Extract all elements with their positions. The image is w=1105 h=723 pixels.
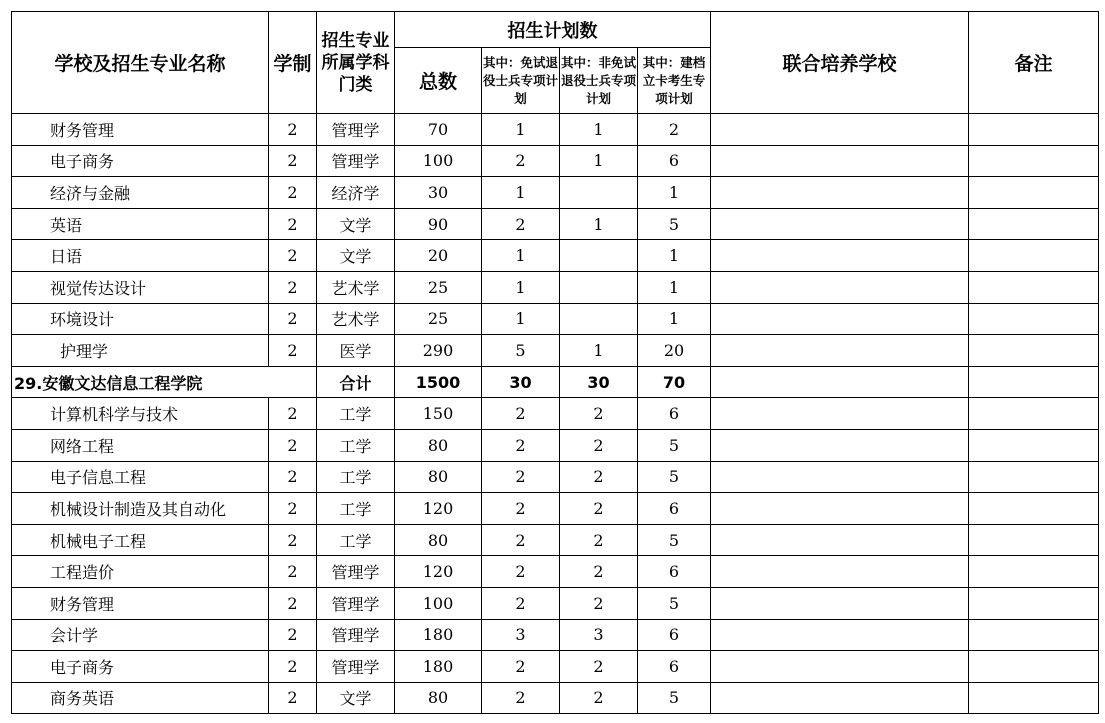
total-cell: 100 — [395, 145, 482, 177]
poverty-cell: 1 — [638, 177, 711, 209]
header-poverty: 其中：建档立卡考生专项计划 — [638, 48, 711, 114]
major-name: 日语 — [12, 240, 269, 272]
table-row — [12, 493, 1099, 525]
duration-cell: 2 — [269, 398, 317, 430]
exempt-cell: 2 — [482, 524, 560, 556]
joint-school-cell — [711, 240, 969, 272]
nonexempt-cell: 2 — [560, 651, 638, 683]
joint-school-cell — [711, 335, 969, 367]
total-cell: 80 — [395, 429, 482, 461]
major-name: 商务英语 — [12, 682, 269, 714]
table-row — [12, 682, 1099, 714]
poverty-cell: 2 — [638, 114, 711, 146]
total-cell: 180 — [395, 619, 482, 651]
nonexempt-cell — [560, 177, 638, 209]
remarks-cell — [969, 651, 1099, 683]
exempt-cell: 2 — [482, 556, 560, 588]
nonexempt-cell: 2 — [560, 398, 638, 430]
total-cell: 80 — [395, 524, 482, 556]
header-non-exempt-veteran: 其中：非免试退役士兵专项计划 — [560, 48, 638, 114]
category-cell: 工学 — [317, 398, 395, 430]
nonexempt-cell — [560, 303, 638, 335]
poverty-cell: 6 — [638, 398, 711, 430]
exempt-cell: 3 — [482, 619, 560, 651]
exempt-cell: 1 — [482, 271, 560, 303]
joint-school-cell — [711, 398, 969, 430]
remarks-cell — [969, 587, 1099, 619]
nonexempt-cell: 2 — [560, 682, 638, 714]
total-cell: 20 — [395, 240, 482, 272]
exempt-cell: 2 — [482, 651, 560, 683]
joint-school-cell — [711, 524, 969, 556]
major-name: 英语 — [12, 208, 269, 240]
total-cell: 290 — [395, 335, 482, 367]
joint-school-cell — [711, 556, 969, 588]
joint-school-cell — [711, 208, 969, 240]
nonexempt-cell: 2 — [560, 429, 638, 461]
total-cell: 25 — [395, 271, 482, 303]
total-cell: 90 — [395, 208, 482, 240]
category-cell: 文学 — [317, 240, 395, 272]
major-name: 计算机科学与技术 — [12, 398, 269, 430]
header-school-major: 学校及招生专业名称 — [12, 12, 269, 114]
poverty-cell: 6 — [638, 556, 711, 588]
exempt-cell: 5 — [482, 335, 560, 367]
major-name: 工程造价 — [12, 556, 269, 588]
duration-cell: 2 — [269, 303, 317, 335]
nonexempt-cell: 1 — [560, 208, 638, 240]
major-name: 电子商务 — [12, 145, 269, 177]
school-nonexempt-cell: 30 — [560, 366, 638, 398]
nonexempt-cell: 2 — [560, 461, 638, 493]
duration-cell: 2 — [269, 682, 317, 714]
joint-school-cell — [711, 177, 969, 209]
nonexempt-cell: 1 — [560, 335, 638, 367]
remarks-cell — [969, 493, 1099, 525]
table-row — [12, 114, 1099, 146]
exempt-cell: 1 — [482, 177, 560, 209]
table-row — [12, 461, 1099, 493]
joint-school-cell — [711, 271, 969, 303]
nonexempt-cell: 1 — [560, 114, 638, 146]
total-cell: 25 — [395, 303, 482, 335]
duration-cell: 2 — [269, 208, 317, 240]
poverty-cell: 5 — [638, 429, 711, 461]
exempt-cell: 2 — [482, 493, 560, 525]
category-cell: 文学 — [317, 208, 395, 240]
major-name: 机械电子工程 — [12, 524, 269, 556]
total-cell: 180 — [395, 651, 482, 683]
exempt-cell: 1 — [482, 114, 560, 146]
category-cell: 工学 — [317, 524, 395, 556]
remarks-cell — [969, 271, 1099, 303]
table-header — [12, 12, 1099, 114]
remarks-cell — [969, 114, 1099, 146]
total-cell: 150 — [395, 398, 482, 430]
total-cell: 100 — [395, 587, 482, 619]
school-total-cell: 1500 — [395, 366, 482, 398]
header-plan: 招生计划数 — [395, 12, 711, 48]
table-row — [12, 145, 1099, 177]
nonexempt-cell: 2 — [560, 587, 638, 619]
header-exempt-veteran: 其中：免试退役士兵专项计划 — [482, 48, 560, 114]
table-row — [12, 587, 1099, 619]
remarks-cell — [969, 682, 1099, 714]
exempt-cell: 2 — [482, 398, 560, 430]
total-cell: 70 — [395, 114, 482, 146]
table-row — [12, 651, 1099, 683]
category-cell: 管理学 — [317, 145, 395, 177]
header-total: 总数 — [395, 48, 482, 114]
school-total-label: 合计 — [317, 366, 395, 398]
remarks-cell — [969, 240, 1099, 272]
category-cell: 艺术学 — [317, 271, 395, 303]
total-cell: 80 — [395, 461, 482, 493]
total-cell: 30 — [395, 177, 482, 209]
poverty-cell: 6 — [638, 651, 711, 683]
table-row — [12, 271, 1099, 303]
enrollment-plan-table — [11, 11, 1099, 714]
category-cell: 管理学 — [317, 587, 395, 619]
poverty-cell: 5 — [638, 461, 711, 493]
category-cell: 工学 — [317, 493, 395, 525]
remarks-cell — [969, 398, 1099, 430]
table-row — [12, 619, 1099, 651]
poverty-cell: 1 — [638, 271, 711, 303]
joint-school-cell — [711, 619, 969, 651]
joint-school-cell — [711, 493, 969, 525]
school-total-row — [12, 366, 1099, 398]
remarks-cell — [969, 619, 1099, 651]
table-row — [12, 429, 1099, 461]
nonexempt-cell: 2 — [560, 493, 638, 525]
poverty-cell: 20 — [638, 335, 711, 367]
joint-school-cell — [711, 145, 969, 177]
category-cell: 管理学 — [317, 114, 395, 146]
poverty-cell: 6 — [638, 493, 711, 525]
table-row — [12, 240, 1099, 272]
table-row — [12, 335, 1099, 367]
poverty-cell: 1 — [638, 240, 711, 272]
remarks-cell — [969, 524, 1099, 556]
exempt-cell: 2 — [482, 429, 560, 461]
school-poverty-cell: 70 — [638, 366, 711, 398]
category-cell: 管理学 — [317, 651, 395, 683]
major-name: 环境设计 — [12, 303, 269, 335]
duration-cell: 2 — [269, 651, 317, 683]
duration-cell: 2 — [269, 556, 317, 588]
major-name: 财务管理 — [12, 114, 269, 146]
joint-school-cell — [711, 429, 969, 461]
poverty-cell: 5 — [638, 208, 711, 240]
duration-cell: 2 — [269, 461, 317, 493]
remarks-cell — [969, 556, 1099, 588]
exempt-cell: 2 — [482, 208, 560, 240]
header-remarks: 备注 — [969, 12, 1099, 114]
nonexempt-cell: 1 — [560, 145, 638, 177]
duration-cell: 2 — [269, 145, 317, 177]
category-cell: 管理学 — [317, 619, 395, 651]
nonexempt-cell — [560, 240, 638, 272]
major-name: 财务管理 — [12, 587, 269, 619]
nonexempt-cell: 2 — [560, 556, 638, 588]
joint-school-cell — [711, 366, 969, 398]
joint-school-cell — [711, 682, 969, 714]
remarks-cell — [969, 145, 1099, 177]
category-cell: 管理学 — [317, 556, 395, 588]
poverty-cell: 5 — [638, 682, 711, 714]
remarks-cell — [969, 208, 1099, 240]
header-duration: 学制 — [269, 12, 317, 114]
major-name: 护理学 — [12, 335, 269, 367]
table-row — [12, 556, 1099, 588]
poverty-cell: 1 — [638, 303, 711, 335]
duration-cell: 2 — [269, 619, 317, 651]
remarks-cell — [969, 177, 1099, 209]
major-name: 机械设计制造及其自动化 — [12, 493, 269, 525]
poverty-cell: 6 — [638, 145, 711, 177]
remarks-cell — [969, 429, 1099, 461]
table-row — [12, 524, 1099, 556]
poverty-cell: 5 — [638, 587, 711, 619]
exempt-cell: 2 — [482, 461, 560, 493]
duration-cell: 2 — [269, 177, 317, 209]
major-name: 会计学 — [12, 619, 269, 651]
duration-cell: 2 — [269, 240, 317, 272]
joint-school-cell — [711, 303, 969, 335]
table-row — [12, 303, 1099, 335]
exempt-cell: 2 — [482, 145, 560, 177]
remarks-cell — [969, 366, 1099, 398]
joint-school-cell — [711, 651, 969, 683]
major-name: 网络工程 — [12, 429, 269, 461]
category-cell: 经济学 — [317, 177, 395, 209]
table-row — [12, 208, 1099, 240]
category-cell: 医学 — [317, 335, 395, 367]
header-joint-school: 联合培养学校 — [711, 12, 969, 114]
duration-cell: 2 — [269, 271, 317, 303]
joint-school-cell — [711, 114, 969, 146]
duration-cell: 2 — [269, 493, 317, 525]
table-row — [12, 398, 1099, 430]
remarks-cell — [969, 461, 1099, 493]
category-cell: 艺术学 — [317, 303, 395, 335]
major-name: 电子商务 — [12, 651, 269, 683]
duration-cell: 2 — [269, 524, 317, 556]
duration-cell: 2 — [269, 114, 317, 146]
remarks-cell — [969, 335, 1099, 367]
header-category: 招生专业所属学科门类 — [317, 12, 395, 114]
nonexempt-cell — [560, 271, 638, 303]
duration-cell: 2 — [269, 429, 317, 461]
exempt-cell: 2 — [482, 587, 560, 619]
category-cell: 工学 — [317, 429, 395, 461]
category-cell: 文学 — [317, 682, 395, 714]
total-cell: 120 — [395, 493, 482, 525]
school-exempt-cell: 30 — [482, 366, 560, 398]
total-cell: 120 — [395, 556, 482, 588]
duration-cell: 2 — [269, 587, 317, 619]
poverty-cell: 6 — [638, 619, 711, 651]
poverty-cell: 5 — [638, 524, 711, 556]
major-name: 电子信息工程 — [12, 461, 269, 493]
remarks-cell — [969, 303, 1099, 335]
nonexempt-cell: 2 — [560, 524, 638, 556]
category-cell: 工学 — [317, 461, 395, 493]
exempt-cell: 2 — [482, 682, 560, 714]
joint-school-cell — [711, 587, 969, 619]
table-row — [12, 177, 1099, 209]
duration-cell: 2 — [269, 335, 317, 367]
school-name: 29.安徽文达信息工程学院 — [12, 366, 317, 398]
major-name: 经济与金融 — [12, 177, 269, 209]
nonexempt-cell: 3 — [560, 619, 638, 651]
major-name: 视觉传达设计 — [12, 271, 269, 303]
total-cell: 80 — [395, 682, 482, 714]
exempt-cell: 1 — [482, 303, 560, 335]
exempt-cell: 1 — [482, 240, 560, 272]
joint-school-cell — [711, 461, 969, 493]
